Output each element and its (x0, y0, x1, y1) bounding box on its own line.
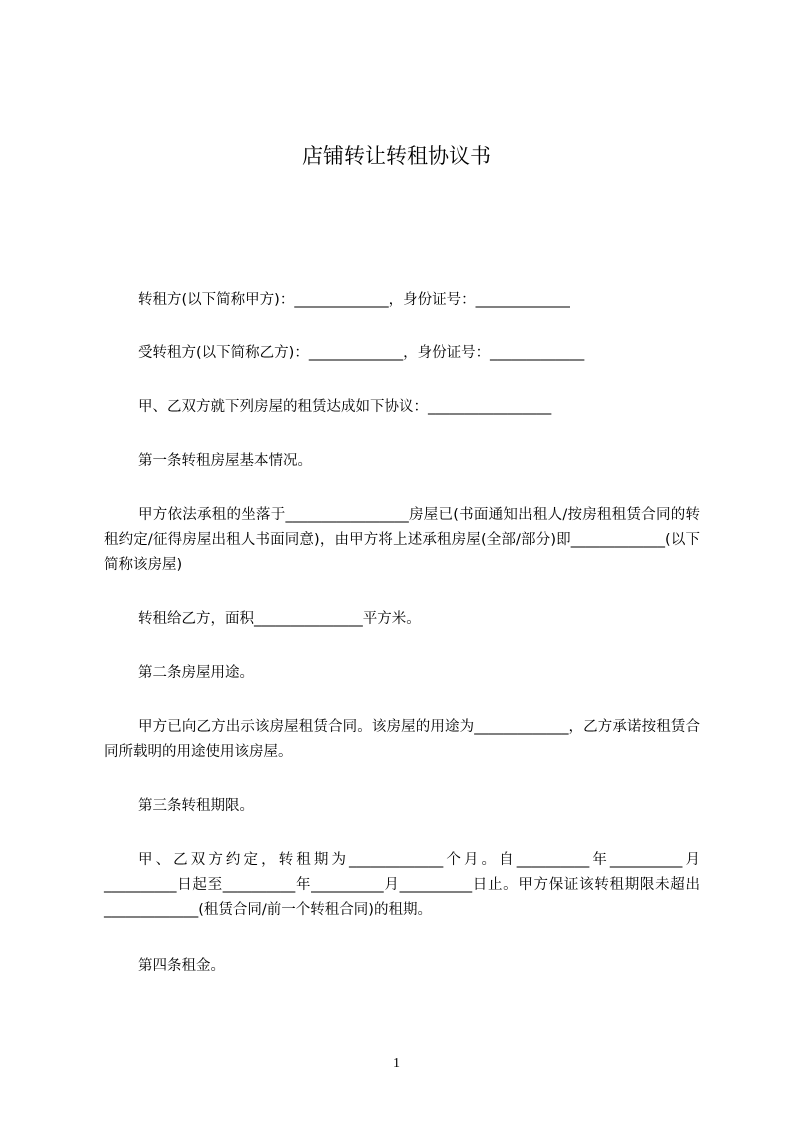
paragraph-article-1-area: 转租给乙方，面积_______________平方米。 (138, 611, 421, 627)
heading-article-1: 第一条转租房屋基本情况。 (138, 453, 312, 469)
paragraph-article-1-body: 甲方依法承租的坐落于_________________房屋已(书面通知出租人/按房租租赁合同的转租约定/征得房屋出租人书面同意)，由甲方将上述承租房屋(全部/部分)即_____________(以下简称该房屋) (104, 507, 700, 573)
page-number: 1 (393, 1056, 400, 1071)
paragraph-sublessee: 受转租方(以下简称乙方)：_____________，身份证号：_____________ (138, 345, 585, 361)
heading-article-4: 第四条租金。 (138, 958, 225, 974)
heading-article-2: 第二条房屋用途。 (138, 665, 254, 681)
paragraph-agreement-intro: 甲、乙双方就下列房屋的租赁达成如下协议：_________________ (138, 399, 552, 415)
heading-article-3: 第三条转租期限。 (138, 798, 254, 814)
paragraph-article-3-body: 甲、乙双方约定，转租期为_____________个月。自__________年__________月__________日起至__________年__________月__________日止。甲方保证该转租期限未超出_____________(租赁合同/前一个转租合同)的租期。 (104, 852, 700, 918)
paragraph-article-2-body: 甲方已向乙方出示该房屋租赁合同。该房屋的用途为_____________，乙方承诺按租赁合同所载明的用途使用该房屋。 (104, 719, 700, 760)
document-title: 店铺转让转租协议书 (302, 144, 491, 168)
paragraph-sublessor: 转租方(以下简称甲方)：_____________，身份证号：_____________ (138, 292, 570, 308)
